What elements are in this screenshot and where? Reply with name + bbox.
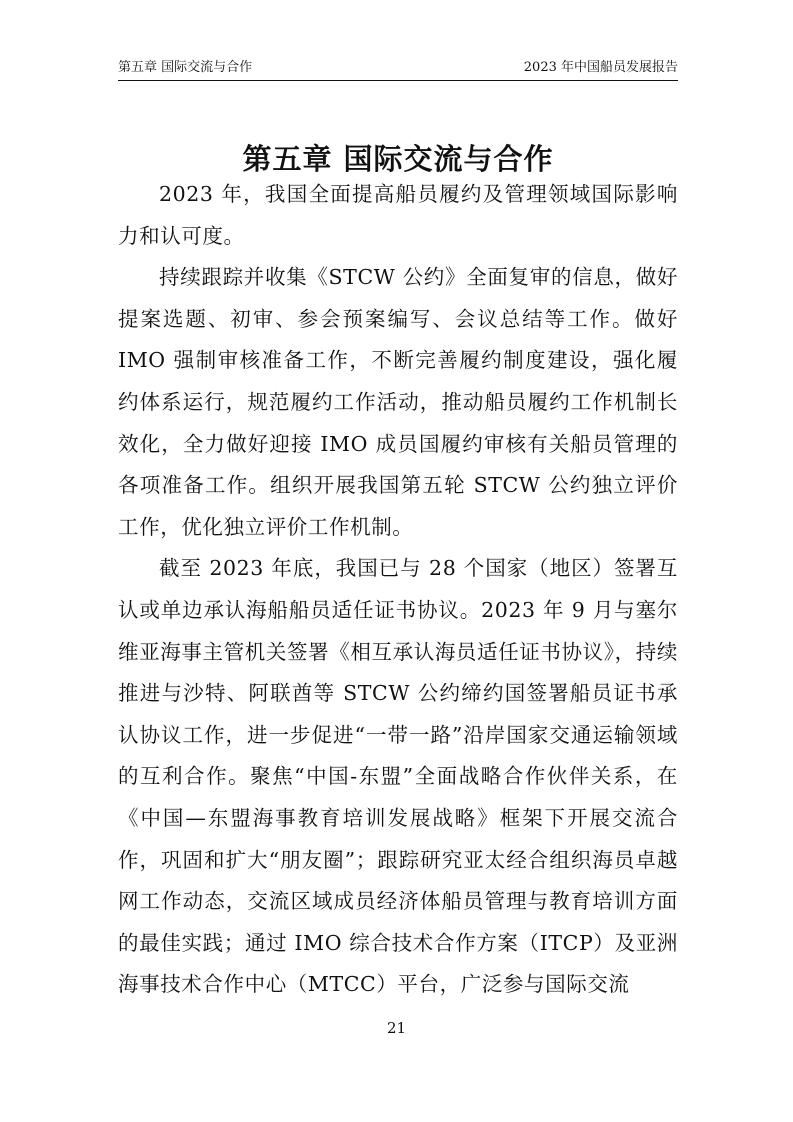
paragraph: 截至 2023 年底，我国已与 28 个国家（地区）签署互认或单边承认海船船员适任证书协议。2023 年 9 月与塞尔维亚海事主管机关签署《相互承认海员适任证书协议》，持续推进与沙特、阿联酋等 STCW 公约缔约国签署船员证书承认协议工作，进一步促进“一带一路”沿岸国家交通运输领域的互利合作。聚焦“中国-东盟”全面战略合作伙伴关系，在《中国—东盟海事教育培训发展战略》框架下开展交流合作，巩固和扩大“朋友圈”；跟踪研究亚太经合组织海员卓越网工作动态，交流区域成员经济体船员管理与教育培训方面的最佳实践；通过 IMO 综合技术合作方案（ITCP）及亚洲海事技术合作中心（MTCC）平台，广泛参与国际交流 <box>118 556 678 997</box>
header-report-title: 2023 年中国船员发展报告 <box>523 60 678 75</box>
paragraph: 持续跟踪并收集《STCW 公约》全面复审的信息，做好提案选题、初审、参会预案编写、会议总结等工作。做好 IMO 强制审核准备工作，不断完善履约制度建设，强化履约体系运行，规范履约工作活动，推动船员履约工作机制长效化，全力做好迎接 IMO 成员国履约审核有关船员管理的各项准备工作。组织开展我国第五轮 STCW 公约独立评价工作，优化独立评价工作机制。 <box>118 265 678 539</box>
body-text <box>118 174 678 1006</box>
header-divider <box>118 80 678 81</box>
paragraph: 2023 年，我国全面提高船员履约及管理领域国际影响力和认可度。 <box>118 182 678 248</box>
page-number: 21 <box>386 1019 407 1037</box>
running-header <box>118 58 678 78</box>
chapter-title: 第五章 国际交流与合作 <box>242 142 554 177</box>
header-chapter-label: 第五章 国际交流与合作 <box>118 60 253 75</box>
